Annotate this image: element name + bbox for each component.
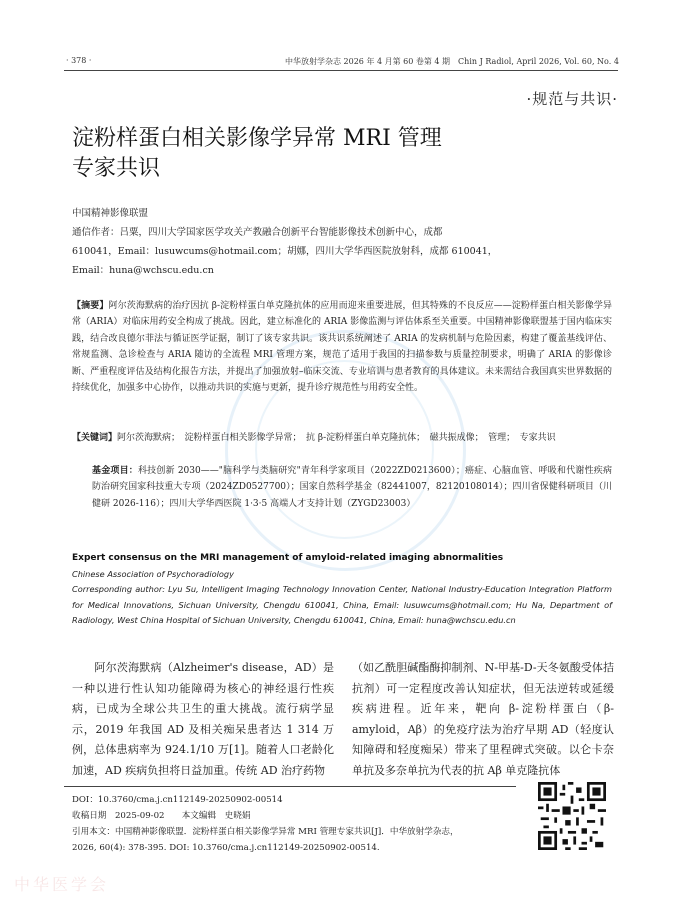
body-column-right: （如乙酰胆碱酯酶抑制剂、N-甲基-D-天冬氨酸受体拮抗剂）可一定程度改善认知症状，但无法逆转或延缓疾病进程。近年来，靶向 β-淀粉样蛋白（β-amyloid，Aβ）的免疫疗法为治疗早期 AD（轻度认知障碍和轻度痴呆）带来了里程碑式突破。以仑卡奈单抗及多奈单抗为代表的抗 Aβ 单克隆抗体	[352, 661, 614, 777]
footer-rule	[64, 786, 516, 787]
citation-line-2: 2026, 60(4): 378-395. DOI: 10.3760/cma.j.cn112149-20250902-00514.	[72, 843, 380, 853]
english-corresponding: Corresponding author: Lyu Su, Intelligent Imaging Technology Innovation Center, National Industry-Education Integration Platform for Medical Innovations, Sichuan University, Chengdu 610041, China, Email: lusuwcums@hotmail.com; Hu Na, Department of Radiology, West China Hospital of Sichuan University, Chengdu 610041, China, Email: huna@wchscu.edu.cn	[72, 584, 612, 626]
abstract-label: 【摘要】	[72, 301, 109, 311]
corresponding-line-3: Email：huna@wchscu.edu.cn	[72, 265, 214, 276]
fund-label: 基金项目：	[92, 466, 138, 476]
body-column-left: 阿尔茨海默病（Alzheimer's disease，AD）是一种以进行性认知功能障碍为核心的神经退行性疾病，已成为全球公共卫生的重大挑战。流行病学显示，2019 年我国 AD 及相关痴呆患者达 1 314 万例，总体患病率为 924.1/10 万[1]。随着人口老龄化加速，AD 疾病负担将日益加重。传统 AD 治疗药物	[72, 661, 334, 777]
author-org: 中国精神影像联盟	[72, 208, 149, 219]
keywords-label: 【关键词】	[72, 433, 118, 443]
corresponding-line-1: 通信作者：吕粟，四川大学国家医学攻关产教融合创新平台智能影像技术创新中心，成都	[72, 227, 443, 238]
title-line-1: 淀粉样蛋白相关影像学异常 MRI 管理	[72, 126, 442, 151]
doi: DOI：10.3760/cma.j.cn112149-20250902-00514	[72, 795, 283, 805]
citation-line-1: 引用本文：中国精神影像联盟．淀粉样蛋白相关影像学异常 MRI 管理专家共识[J]．中华放射学杂志，	[72, 827, 459, 837]
abstract-block	[72, 298, 612, 396]
keywords-text: 阿尔茨海默病； 淀粉样蛋白相关影像学异常； 抗 β-淀粉样蛋白单克隆抗体； 磁共振成像； 管理； 专家共识	[117, 433, 556, 443]
journal-line: 中华放射学杂志 2026 年 4 月第 60 卷第 4 期 Chin J Radiol, April 2026, Vol. 60, No. 4	[285, 57, 619, 66]
english-title: Expert consensus on the MRI management of amyloid-related imaging abnormalities	[72, 553, 504, 563]
page-number: · 378 ·	[66, 56, 92, 65]
fund-text: 科技创新 2030——"脑科学与类脑研究"青年科学家项目（2022ZD0213600）；癌症、心脑血管、呼吸和代谢性疾病防治研究国家科技重大专项（2024ZD0527700）；国家自然科学基金（82441007，82120108014）；四川省保健科研项目（川健研 2026-116）；四川大学华西医院 1·3·5 高端人才支持计划（ZYGD23003）	[92, 466, 612, 509]
qr-code[interactable]	[538, 782, 606, 850]
fund-block	[92, 463, 612, 512]
corresponding-line-2: 610041，Email：lusuwcums@hotmail.com；胡娜，四川大学华西医院放射科，成都 610041，	[72, 246, 498, 257]
english-association: Chinese Association of Psychoradiology	[72, 569, 234, 579]
header-rule	[64, 70, 618, 71]
abstract-text: 阿尔茨海默病的治疗因抗 β-淀粉样蛋白单克隆抗体的应用而迎来重要进展，但其特殊的不良反应——淀粉样蛋白相关影像学异常（ARIA）对临床用药安全构成了挑战。因此，建立标准化的 ARIA 影像监测与评估体系至关重要。中国精神影像联盟基于国内临床实践，结合改良德尔菲法与循证医学证据，制订了该专家共识。该共识系统阐述了 ARIA 的发病机制与危险因素，构建了覆盖基线评估、常规监测、急诊检查与 ARIA 随访的全流程 MRI 管理方案，规范了适用于我国的扫描参数与质量控制要求，明确了 ARIA 的影像诊断、严重程度评估及结构化报告方法，并提出了加强放射–临床交流、专业培训与患者教育的具体建议。未来需结合我国真实世界数据的持续优化，加强多中心协作，以推动共识的实施与更新，提升诊疗规范性与用药安全性。	[72, 301, 612, 394]
received-date: 收稿日期 2025-09-02 本文编辑 史晓娟	[72, 811, 251, 821]
title-line-2: 专家共识	[72, 156, 161, 181]
keywords-block	[72, 430, 612, 446]
section-tag: ·规范与共识·	[526, 90, 618, 108]
publisher-logo-watermark: 中华医学会	[14, 875, 110, 894]
